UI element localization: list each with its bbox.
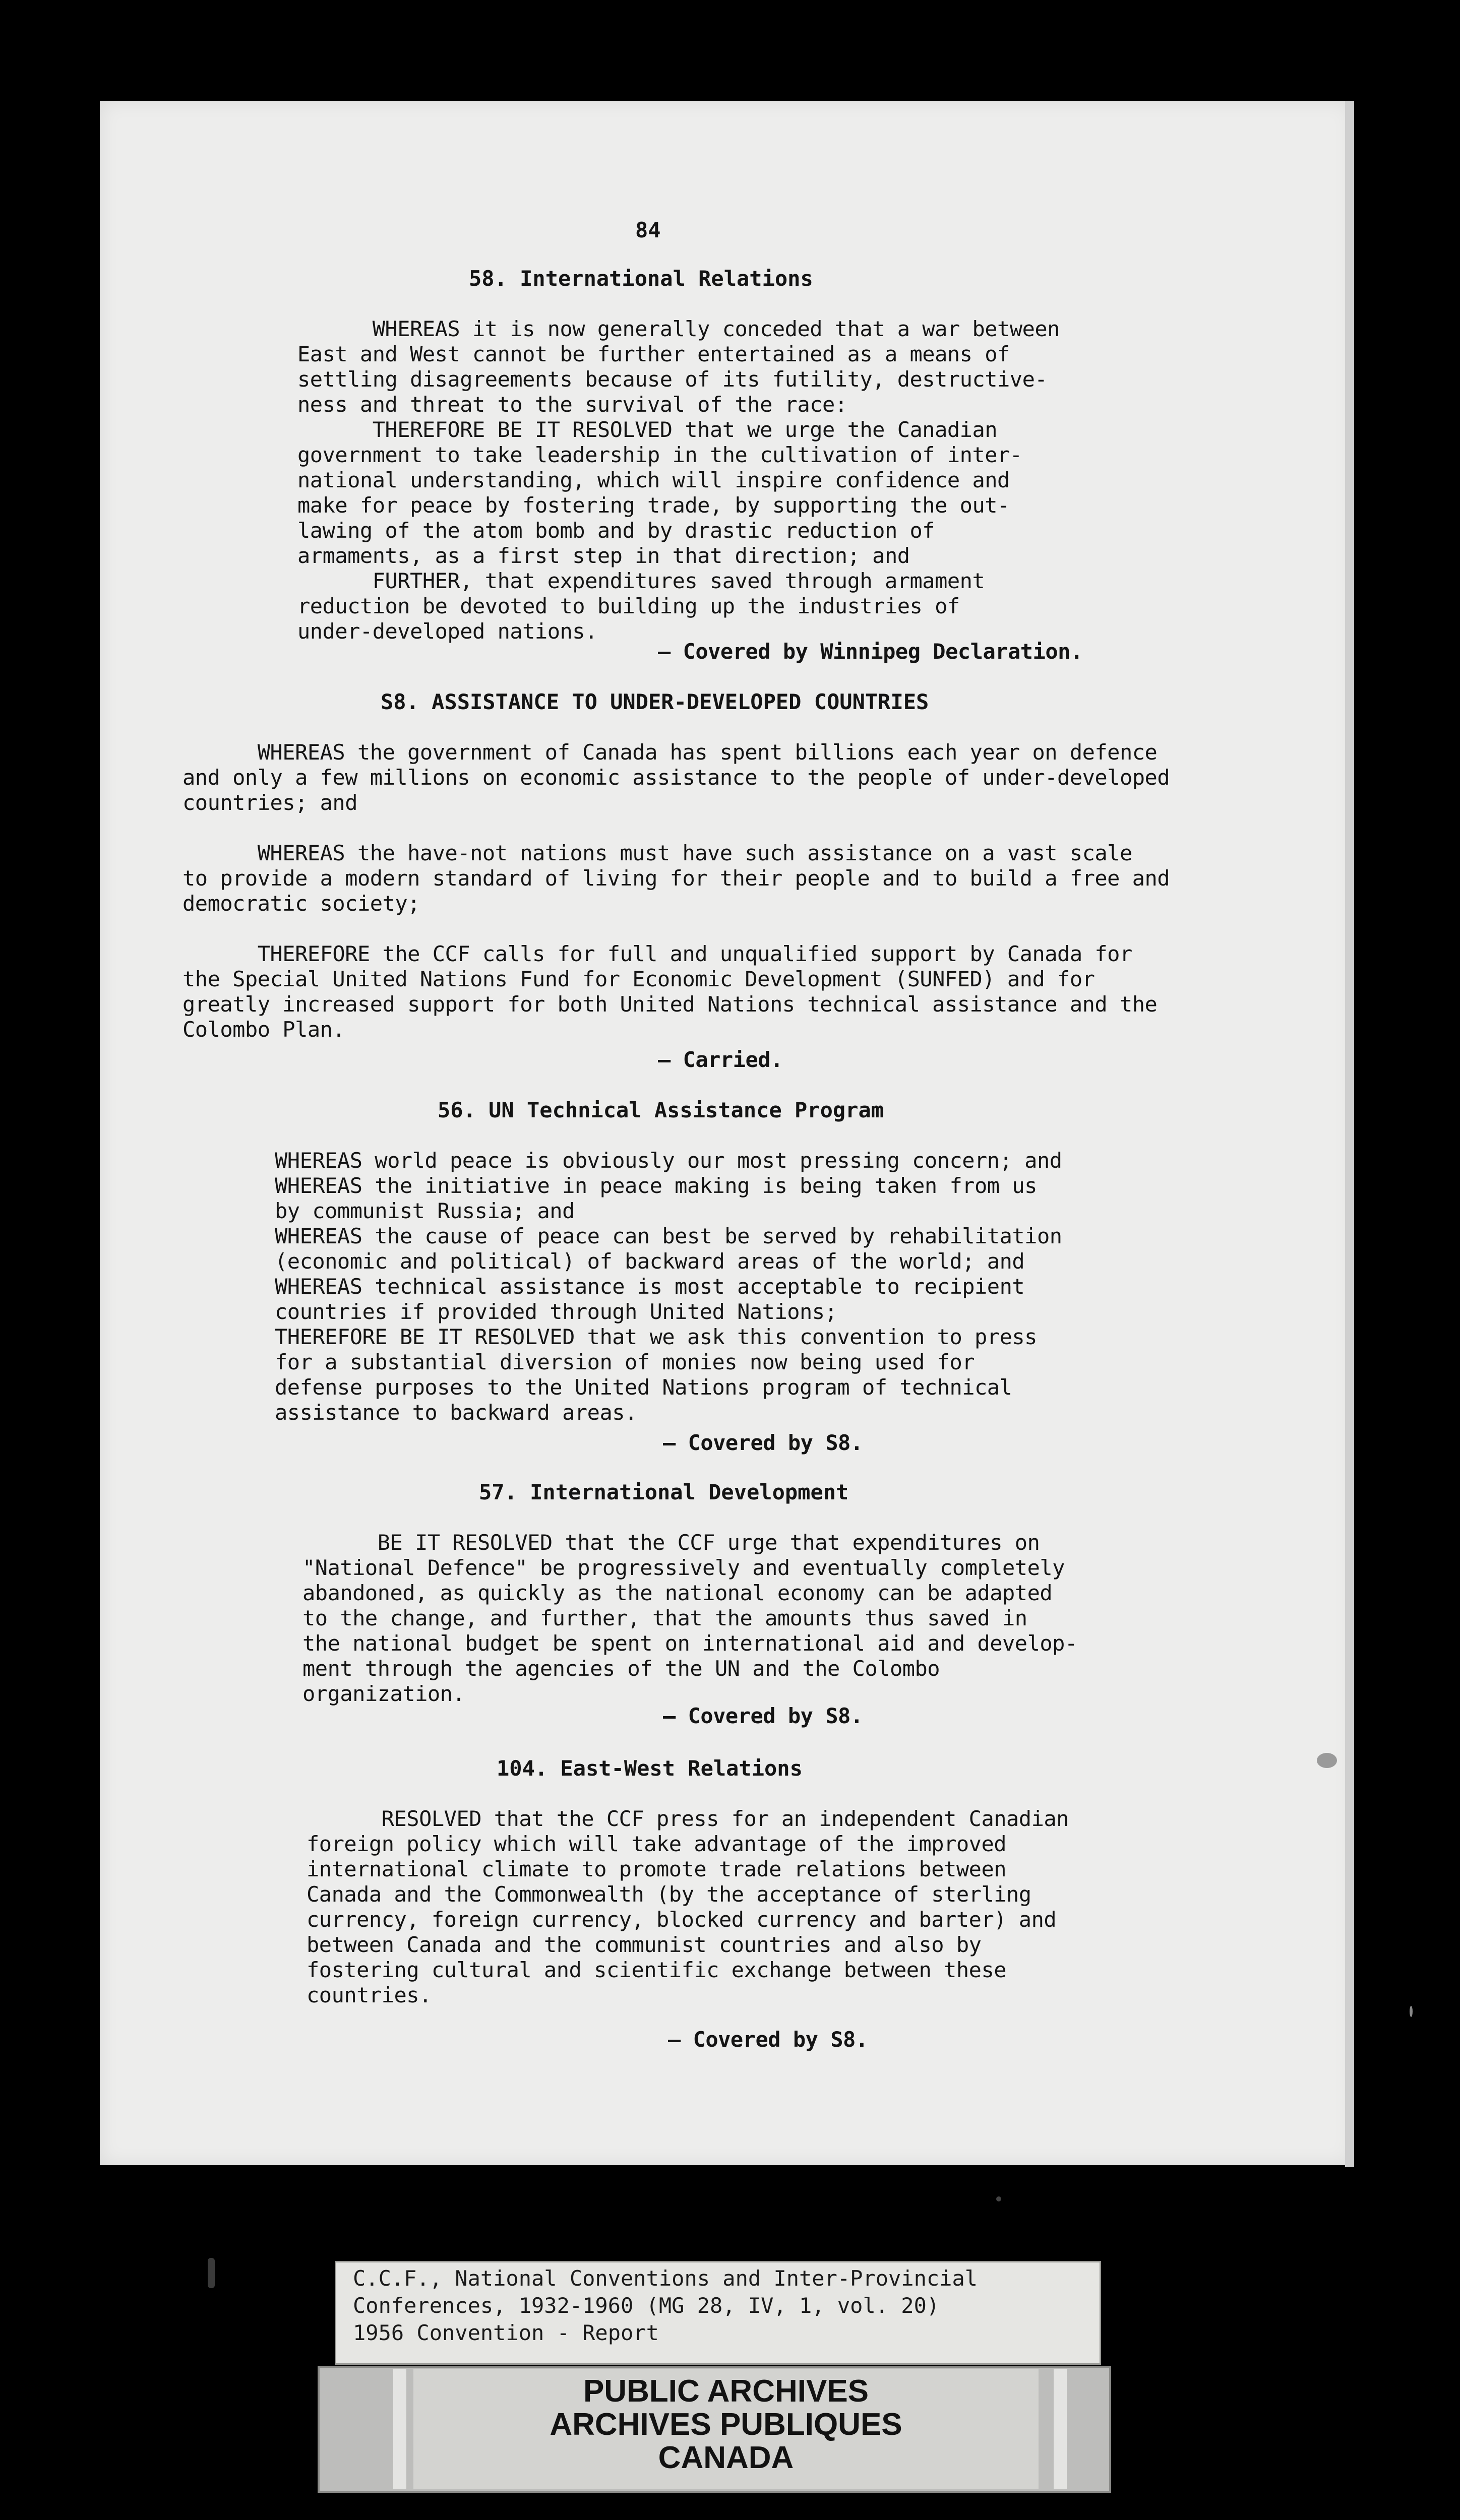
section-104-line: foreign policy which will take advantage of the improved <box>307 1832 1007 1856</box>
section-58-line: East and West cannot be further entertained as a means of <box>297 342 1010 366</box>
section-56-line: WHEREAS world peace is obviously our most pressing concern; and <box>275 1148 1062 1173</box>
section-57-line: ment through the agencies of the UN and the Colombo <box>302 1656 940 1681</box>
section-s8-disposition: — Carried. <box>658 1047 783 1072</box>
section-s8-line: and only a few millions on economic assistance to the people of under-developed <box>182 765 1170 790</box>
section-58-line: settling disagreements because of its futility, destructive- <box>297 367 1048 392</box>
section-58-line: government to take leadership in the cultivation of inter- <box>297 443 1022 467</box>
section-57-line: organization. <box>302 1681 465 1706</box>
section-104-heading: 104. East-West Relations <box>497 1756 803 1781</box>
archive-label-line-1: C.C.F., National Conventions and Inter-Provincial <box>353 2266 978 2291</box>
archive-label-line-2: Conferences, 1932-1960 (MG 28, IV, 1, vol. 20) <box>353 2293 940 2318</box>
section-56-line: for a substantial diversion of monies now being used for <box>275 1350 975 1374</box>
section-57-line: to the change, and further, that the amounts thus saved in <box>302 1606 1027 1630</box>
section-58-line: THEREFORE BE IT RESOLVED that we urge the Canadian <box>297 417 998 442</box>
section-57-disposition: — Covered by S8. <box>663 1704 863 1728</box>
section-56-line: countries if provided through United Nations; <box>275 1299 837 1324</box>
archive-label-line-3: 1956 Convention - Report <box>353 2320 659 2345</box>
section-58-line: under-developed nations. <box>297 619 597 644</box>
section-58-line: reduction be devoted to building up the industries of <box>297 594 960 618</box>
section-58-line: WHEREAS it is now generally conceded that a war between <box>297 317 1060 341</box>
section-104-line: international climate to promote trade relations between <box>307 1857 1007 1881</box>
section-s8-line: THEREFORE the CCF calls for full and unqualified support by Canada for <box>182 941 1132 966</box>
section-58-disposition: — Covered by Winnipeg Declaration. <box>658 639 1083 664</box>
section-58-heading: 58. International Relations <box>469 266 813 291</box>
section-56-line: THEREFORE BE IT RESOLVED that we ask this convention to press <box>275 1325 1037 1349</box>
section-s8-line: the Special United Nations Fund for Economic Development (SUNFED) and for <box>182 967 1095 991</box>
section-56-heading: 56. UN Technical Assistance Program <box>438 1098 884 1122</box>
section-s8-line: countries; and <box>182 790 358 815</box>
section-104-line: currency, foreign currency, blocked currency and barter) and <box>307 1907 1057 1932</box>
section-56-line: by communist Russia; and <box>275 1199 575 1223</box>
section-57-heading: 57. International Development <box>479 1480 849 1504</box>
section-104-line: fostering cultural and scientific exchange between these <box>307 1958 1007 1982</box>
section-56-line: WHEREAS the cause of peace can best be served by rehabilitation <box>275 1224 1062 1248</box>
section-57-line: the national budget be spent on international aid and develop- <box>302 1631 1077 1656</box>
section-57-line: "National Defence" be progressively and eventually completely <box>302 1555 1065 1580</box>
section-58-line: FURTHER, that expenditures saved through armament <box>297 569 985 593</box>
section-56-disposition: — Covered by S8. <box>663 1430 863 1455</box>
section-58-line: lawing of the atom bomb and by drastic reduction of <box>297 518 935 543</box>
section-s8-line: WHEREAS the have-not nations must have such assistance on a vast scale <box>182 841 1132 865</box>
section-56-line: assistance to backward areas. <box>275 1400 637 1425</box>
scan-artifact <box>1410 2006 1413 2017</box>
section-56-line: WHEREAS technical assistance is most acceptable to recipient <box>275 1274 1025 1299</box>
scan-artifact <box>1317 1753 1337 1768</box>
archive-stamp-line-2: ARCHIVES PUBLIQUES <box>550 2407 902 2442</box>
stamp-stripe <box>393 2369 406 2489</box>
section-104-disposition: — Covered by S8. <box>668 2027 868 2052</box>
archive-stamp-line-3: CANADA <box>658 2440 794 2475</box>
section-56-line: defense purposes to the United Nations program of technical <box>275 1375 1012 1400</box>
stamp-stripe <box>1054 2369 1067 2489</box>
scan-artifact <box>996 2196 1001 2201</box>
page-edge-shadow <box>1345 101 1354 2167</box>
section-104-line: between Canada and the communist countries and also by <box>307 1932 982 1957</box>
section-s8-line: greatly increased support for both United Nations technical assistance and the <box>182 992 1158 1017</box>
section-s8-line: WHEREAS the government of Canada has spent billions each year on defence <box>182 740 1158 765</box>
section-56-line: WHEREAS the initiative in peace making is being taken from us <box>275 1173 1037 1198</box>
section-57-line: BE IT RESOLVED that the CCF urge that expenditures on <box>302 1530 1040 1555</box>
archive-stamp-line-1: PUBLIC ARCHIVES <box>583 2374 869 2409</box>
section-58-line: national understanding, which will inspire confidence and <box>297 468 1010 492</box>
section-58-line: armaments, as a first step in that direction; and <box>297 543 910 568</box>
section-104-line: countries. <box>307 1983 432 2007</box>
section-58-line: ness and threat to the survival of the race: <box>297 392 847 417</box>
section-57-line: abandoned, as quickly as the national economy can be adapted <box>302 1581 1053 1605</box>
page-number: 84 <box>635 218 661 242</box>
section-s8-line: Colombo Plan. <box>182 1017 345 1042</box>
section-s8-heading: S8. ASSISTANCE TO UNDER-DEVELOPED COUNTRIES <box>381 689 929 714</box>
section-104-line: Canada and the Commonwealth (by the acceptance of sterling <box>307 1882 1031 1907</box>
section-56-line: (economic and political) of backward areas of the world; and <box>275 1249 1025 1274</box>
scan-artifact <box>208 2258 215 2288</box>
section-s8-line: to provide a modern standard of living for their people and to build a free and <box>182 866 1170 891</box>
section-58-line: make for peace by fostering trade, by supporting the out- <box>297 493 1010 518</box>
section-s8-line: democratic society; <box>182 891 420 916</box>
section-104-line: RESOLVED that the CCF press for an independent Canadian <box>307 1806 1069 1831</box>
